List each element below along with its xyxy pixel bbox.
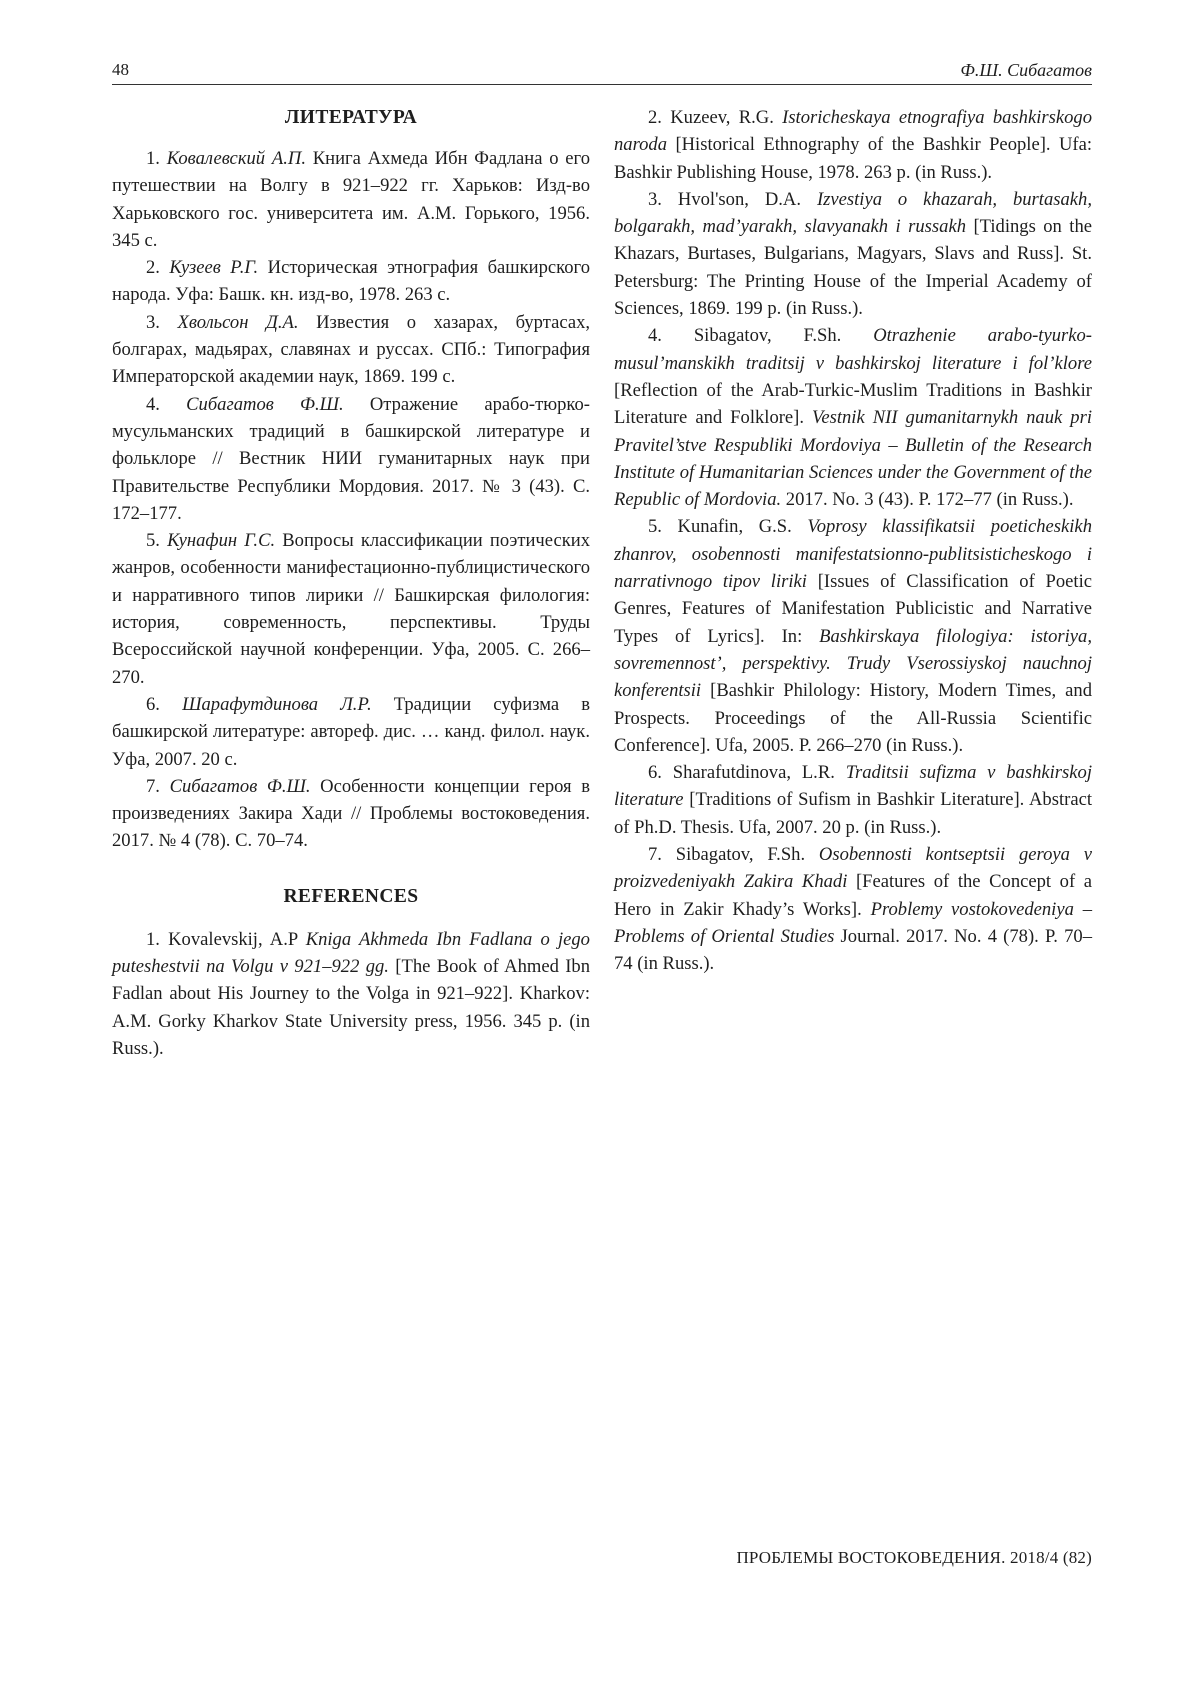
reference-item: 5. Kunafin, G.S. Voprosy klassifikatsii poeticheskikh zhanrov, osobennosti manifestatsionno-publitsisticheskogo i narrativnogo tipov liriki [Issues of Classification of Poetic Genres, Features of Manifestation Publicistic and Narrative Types of Lyrics]. In: Bashkirskaya filologiya: istoriya, sovremennost’, perspektivy. Trudy Vserossiyskoj nauchnoj konferentsii [Bashkir Philology: History, Modern Times, and Prospects. Proceedings of the All-Russia Scientific Conference]. Ufa, 2005. P. 266–270 (in Russ.). <box>614 516 1092 756</box>
literature-item: 5. Кунафин Г.С. Вопросы классификации поэтических жанров, особенности манифестационно-публицистического и нарративного типов лирики // Башкирская филология: история, современность, перспективы. Труды Всероссийской научной конференции. Уфа, 2005. С. 266–270. <box>112 530 590 688</box>
running-head-author: Ф.Ш. Сибагатов <box>960 60 1092 80</box>
literature-item: 3. Хвольсон Д.А. Известия о хазарах, буртасах, болгарах, мадьярах, славянах и руссах. СПб.: Типография Императорской академии наук, 1869. 199 с. <box>112 311 591 388</box>
running-head <box>112 60 1092 85</box>
literature-item: 2. Кузеев Р.Г. Историческая этнография башкирского народа. Уфа: Башк. кн. изд-во, 1978. 263 с. <box>112 257 591 306</box>
literature-item: 6. Шарафутдинова Л.Р. Традиции суфизма в башкирской литературе: автореф. дис. … канд. филол. наук. Уфа, 2007. 20 с. <box>112 693 591 770</box>
page-number: 48 <box>112 60 129 79</box>
reference-item: 1. Kovalevskij, A.P Kniga Akhmeda Ibn Fadlana o jego puteshestvii na Volgu v 921–922 gg. [The Book of Ahmed Ibn Fadlan about His Journey to the Volga in 921–922]. Kharkov: A.M. Gorky Kharkov State University press, 1956. 345 p. (in Russ.). <box>112 928 591 1059</box>
reference-item: 7. Sibagatov, F.Sh. Osobennosti kontseptsii geroya v proizvedeniyakh Zakira Khadi [Features of the Concept of a Hero in Zakir Khady’s Works]. Problemy vostokovedeniya – Problems of Oriental Studies Journal. 2017. No. 4 (78). P. 70–74 (in Russ.). <box>614 844 1093 975</box>
reference-item: 6. Sharafutdinova, L.R. Traditsii sufizma v bashkirskoj literature [Traditions of Sufism in Bashkir Literature]. Abstract of Ph.D. Thesis. Ufa, 2007. 20 p. (in Russ.). <box>614 762 1092 838</box>
right-column <box>614 104 1092 978</box>
reference-item: 2. Kuzeev, R.G. Istoricheskaya etnografiya bashkirskogo naroda [Historical Ethnography of the Bashkir People]. Ufa: Bashkir Publishing House, 1978. 263 p. (in Russ.). <box>614 107 1092 183</box>
references-heading: REFERENCES <box>283 885 419 907</box>
literature-item: 4. Сибагатов Ф.Ш. Отражение арабо-тюрко-мусульманских традиций в башкирской литературе и фольклоре // Вестник НИИ гуманитарных наук при Правительстве Республики Мордовия. 2017. № 3 (43). С. 172–177. <box>112 393 590 524</box>
left-column <box>112 104 590 1062</box>
literature-heading: ЛИТЕРАТУРА <box>284 107 418 128</box>
reference-item: 3. Hvol'son, D.A. Izvestiya o khazarah, burtasakh, bolgarakh, mad’yarakh, slavyanakh i russakh [Tidings on the Khazars, Burtases, Bulgarians, Magyars, Slavs and Russ]. St. Petersburg: The Printing House of the Imperial Academy of Sciences, 1869. 199 p. (in Russ.). <box>614 188 1093 320</box>
journal-footer: ПРОБЛЕМЫ ВОСТОКОВЕДЕНИЯ. 2018/4 (82) <box>736 1548 1092 1567</box>
literature-item: 1. Ковалевский А.П. Книга Ахмеда Ибн Фадлана о его путешествии на Волгу в 921–922 гг. Харьков: Изд-во Харьковского гос. университета им. А.М. Горького, 1956. 345 с. <box>112 148 591 251</box>
reference-item: 4. Sibagatov, F.Sh. Otrazhenie arabo-tyurko-musul’manskikh traditsij v bashkirskoj literature i fol’klore [Reflection of the Arab-Turkic-Muslim Traditions in Bashkir Literature and Folklore]. Vestnik NII gumanitarnykh nauk pri Pravitel’stve Respubliki Mordoviya – Bulletin of the Research Institute of Humanitarian Sciences under the Government of the Republic of Mordovia. 2017. No. 3 (43). P. 172–77 (in Russ.). <box>614 325 1093 511</box>
literature-item: 7. Сибагатов Ф.Ш. Особенности концепции героя в произведениях Закира Хади // Проблемы востоковедения. 2017. № 4 (78). С. 70–74. <box>112 775 591 852</box>
